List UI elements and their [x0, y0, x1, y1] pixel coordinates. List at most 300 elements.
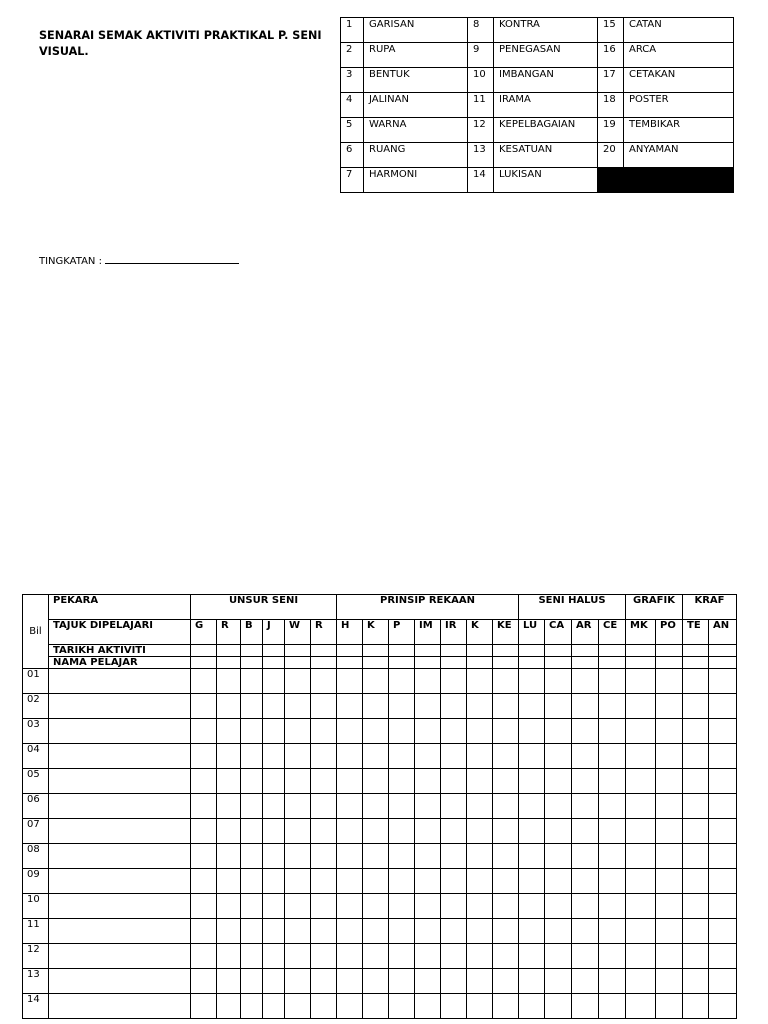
- grid-cell[interactable]: [337, 769, 363, 794]
- grid-cell[interactable]: [191, 869, 217, 894]
- grid-cell[interactable]: [683, 794, 709, 819]
- grid-cell[interactable]: [545, 844, 572, 869]
- grid-cell[interactable]: [519, 645, 545, 657]
- grid-cell[interactable]: [626, 744, 656, 769]
- grid-cell[interactable]: [241, 894, 263, 919]
- grid-cell[interactable]: [467, 969, 493, 994]
- grid-cell[interactable]: [263, 844, 285, 869]
- grid-cell[interactable]: [572, 719, 599, 744]
- grid-cell[interactable]: [217, 657, 241, 669]
- student-name-cell[interactable]: [49, 894, 191, 919]
- grid-cell[interactable]: [285, 719, 311, 744]
- grid-cell[interactable]: [493, 944, 519, 969]
- grid-cell[interactable]: [683, 719, 709, 744]
- grid-cell[interactable]: [311, 719, 337, 744]
- grid-cell[interactable]: [263, 894, 285, 919]
- grid-cell[interactable]: [441, 744, 467, 769]
- grid-cell[interactable]: [441, 645, 467, 657]
- grid-cell[interactable]: [191, 769, 217, 794]
- grid-cell[interactable]: [441, 869, 467, 894]
- grid-cell[interactable]: [656, 694, 683, 719]
- grid-cell[interactable]: [519, 969, 545, 994]
- grid-cell[interactable]: [285, 844, 311, 869]
- grid-cell[interactable]: [467, 944, 493, 969]
- grid-cell[interactable]: [519, 894, 545, 919]
- grid-cell[interactable]: [599, 894, 626, 919]
- grid-cell[interactable]: [363, 669, 389, 694]
- grid-cell[interactable]: [389, 694, 415, 719]
- grid-cell[interactable]: [467, 794, 493, 819]
- grid-cell[interactable]: [683, 994, 709, 1019]
- grid-cell[interactable]: [572, 794, 599, 819]
- grid-cell[interactable]: [626, 894, 656, 919]
- grid-cell[interactable]: [191, 944, 217, 969]
- grid-cell[interactable]: [683, 969, 709, 994]
- grid-cell[interactable]: [572, 645, 599, 657]
- grid-cell[interactable]: [441, 769, 467, 794]
- grid-cell[interactable]: [337, 869, 363, 894]
- student-name-cell[interactable]: [49, 819, 191, 844]
- grid-cell[interactable]: [441, 844, 467, 869]
- grid-cell[interactable]: [626, 669, 656, 694]
- grid-cell[interactable]: [263, 657, 285, 669]
- grid-cell[interactable]: [626, 719, 656, 744]
- grid-cell[interactable]: [363, 819, 389, 844]
- grid-cell[interactable]: [263, 719, 285, 744]
- grid-cell[interactable]: [519, 944, 545, 969]
- grid-cell[interactable]: [709, 744, 737, 769]
- grid-cell[interactable]: [191, 919, 217, 944]
- grid-cell[interactable]: [217, 719, 241, 744]
- grid-cell[interactable]: [363, 994, 389, 1019]
- grid-cell[interactable]: [599, 844, 626, 869]
- grid-cell[interactable]: [441, 669, 467, 694]
- grid-cell[interactable]: [545, 894, 572, 919]
- grid-cell[interactable]: [656, 769, 683, 794]
- grid-cell[interactable]: [217, 844, 241, 869]
- grid-cell[interactable]: [656, 657, 683, 669]
- grid-cell[interactable]: [311, 819, 337, 844]
- grid-cell[interactable]: [191, 694, 217, 719]
- grid-cell[interactable]: [683, 657, 709, 669]
- grid-cell[interactable]: [467, 694, 493, 719]
- grid-cell[interactable]: [709, 919, 737, 944]
- grid-cell[interactable]: [363, 694, 389, 719]
- grid-cell[interactable]: [493, 844, 519, 869]
- grid-cell[interactable]: [217, 819, 241, 844]
- grid-cell[interactable]: [572, 869, 599, 894]
- grid-cell[interactable]: [191, 719, 217, 744]
- grid-cell[interactable]: [285, 944, 311, 969]
- grid-cell[interactable]: [389, 869, 415, 894]
- grid-cell[interactable]: [285, 919, 311, 944]
- grid-cell[interactable]: [389, 744, 415, 769]
- grid-cell[interactable]: [441, 919, 467, 944]
- grid-cell[interactable]: [363, 844, 389, 869]
- grid-cell[interactable]: [572, 744, 599, 769]
- grid-cell[interactable]: [467, 994, 493, 1019]
- grid-cell[interactable]: [683, 844, 709, 869]
- grid-cell[interactable]: [493, 769, 519, 794]
- grid-cell[interactable]: [709, 669, 737, 694]
- grid-cell[interactable]: [389, 944, 415, 969]
- grid-cell[interactable]: [285, 994, 311, 1019]
- grid-cell[interactable]: [389, 669, 415, 694]
- grid-cell[interactable]: [337, 844, 363, 869]
- grid-cell[interactable]: [709, 819, 737, 844]
- grid-cell[interactable]: [285, 969, 311, 994]
- grid-cell[interactable]: [683, 769, 709, 794]
- grid-cell[interactable]: [493, 719, 519, 744]
- grid-cell[interactable]: [415, 894, 441, 919]
- grid-cell[interactable]: [545, 944, 572, 969]
- grid-cell[interactable]: [599, 744, 626, 769]
- grid-cell[interactable]: [263, 669, 285, 694]
- grid-cell[interactable]: [467, 719, 493, 744]
- grid-cell[interactable]: [599, 994, 626, 1019]
- grid-cell[interactable]: [441, 969, 467, 994]
- grid-cell[interactable]: [599, 719, 626, 744]
- student-name-cell[interactable]: [49, 944, 191, 969]
- grid-cell[interactable]: [389, 794, 415, 819]
- grid-cell[interactable]: [263, 994, 285, 1019]
- grid-cell[interactable]: [572, 694, 599, 719]
- grid-cell[interactable]: [241, 919, 263, 944]
- grid-cell[interactable]: [441, 894, 467, 919]
- grid-cell[interactable]: [626, 869, 656, 894]
- grid-cell[interactable]: [415, 994, 441, 1019]
- grid-cell[interactable]: [599, 657, 626, 669]
- grid-cell[interactable]: [363, 969, 389, 994]
- grid-cell[interactable]: [572, 844, 599, 869]
- grid-cell[interactable]: [599, 694, 626, 719]
- grid-cell[interactable]: [493, 819, 519, 844]
- grid-cell[interactable]: [709, 969, 737, 994]
- grid-cell[interactable]: [683, 869, 709, 894]
- grid-cell[interactable]: [363, 894, 389, 919]
- grid-cell[interactable]: [337, 969, 363, 994]
- grid-cell[interactable]: [467, 894, 493, 919]
- grid-cell[interactable]: [311, 645, 337, 657]
- grid-cell[interactable]: [363, 919, 389, 944]
- grid-cell[interactable]: [441, 944, 467, 969]
- grid-cell[interactable]: [467, 744, 493, 769]
- grid-cell[interactable]: [263, 869, 285, 894]
- grid-cell[interactable]: [656, 645, 683, 657]
- grid-cell[interactable]: [263, 819, 285, 844]
- grid-cell[interactable]: [572, 919, 599, 944]
- grid-cell[interactable]: [599, 919, 626, 944]
- grid-cell[interactable]: [572, 657, 599, 669]
- grid-cell[interactable]: [656, 944, 683, 969]
- grid-cell[interactable]: [493, 669, 519, 694]
- grid-cell[interactable]: [441, 994, 467, 1019]
- grid-cell[interactable]: [626, 819, 656, 844]
- grid-cell[interactable]: [263, 794, 285, 819]
- grid-cell[interactable]: [389, 645, 415, 657]
- grid-cell[interactable]: [415, 694, 441, 719]
- grid-cell[interactable]: [241, 844, 263, 869]
- grid-cell[interactable]: [217, 944, 241, 969]
- grid-cell[interactable]: [626, 769, 656, 794]
- grid-cell[interactable]: [519, 769, 545, 794]
- grid-cell[interactable]: [519, 819, 545, 844]
- grid-cell[interactable]: [241, 869, 263, 894]
- grid-cell[interactable]: [467, 669, 493, 694]
- grid-cell[interactable]: [415, 794, 441, 819]
- grid-cell[interactable]: [572, 894, 599, 919]
- grid-cell[interactable]: [519, 657, 545, 669]
- student-name-cell[interactable]: [49, 669, 191, 694]
- grid-cell[interactable]: [285, 669, 311, 694]
- grid-cell[interactable]: [241, 744, 263, 769]
- grid-cell[interactable]: [467, 657, 493, 669]
- grid-cell[interactable]: [467, 645, 493, 657]
- grid-cell[interactable]: [683, 669, 709, 694]
- grid-cell[interactable]: [656, 669, 683, 694]
- grid-cell[interactable]: [519, 719, 545, 744]
- grid-cell[interactable]: [493, 694, 519, 719]
- grid-cell[interactable]: [285, 869, 311, 894]
- grid-cell[interactable]: [389, 919, 415, 944]
- grid-cell[interactable]: [545, 969, 572, 994]
- grid-cell[interactable]: [191, 819, 217, 844]
- grid-cell[interactable]: [241, 645, 263, 657]
- grid-cell[interactable]: [493, 919, 519, 944]
- grid-cell[interactable]: [626, 694, 656, 719]
- grid-cell[interactable]: [626, 645, 656, 657]
- grid-cell[interactable]: [415, 919, 441, 944]
- grid-cell[interactable]: [337, 794, 363, 819]
- grid-cell[interactable]: [363, 794, 389, 819]
- grid-cell[interactable]: [656, 969, 683, 994]
- grid-cell[interactable]: [441, 819, 467, 844]
- grid-cell[interactable]: [263, 919, 285, 944]
- grid-cell[interactable]: [626, 994, 656, 1019]
- grid-cell[interactable]: [626, 969, 656, 994]
- grid-cell[interactable]: [311, 944, 337, 969]
- grid-cell[interactable]: [241, 944, 263, 969]
- grid-cell[interactable]: [241, 994, 263, 1019]
- grid-cell[interactable]: [545, 719, 572, 744]
- grid-cell[interactable]: [241, 669, 263, 694]
- grid-cell[interactable]: [545, 769, 572, 794]
- grid-cell[interactable]: [389, 994, 415, 1019]
- grid-cell[interactable]: [545, 657, 572, 669]
- student-name-cell[interactable]: [49, 844, 191, 869]
- grid-cell[interactable]: [337, 657, 363, 669]
- grid-cell[interactable]: [337, 694, 363, 719]
- grid-cell[interactable]: [415, 669, 441, 694]
- grid-cell[interactable]: [389, 769, 415, 794]
- grid-cell[interactable]: [217, 769, 241, 794]
- student-name-cell[interactable]: [49, 919, 191, 944]
- student-name-cell[interactable]: [49, 869, 191, 894]
- student-name-cell[interactable]: [49, 969, 191, 994]
- grid-cell[interactable]: [191, 645, 217, 657]
- grid-cell[interactable]: [415, 744, 441, 769]
- grid-cell[interactable]: [337, 744, 363, 769]
- grid-cell[interactable]: [263, 645, 285, 657]
- grid-cell[interactable]: [467, 919, 493, 944]
- student-name-cell[interactable]: [49, 694, 191, 719]
- grid-cell[interactable]: [217, 694, 241, 719]
- grid-cell[interactable]: [191, 794, 217, 819]
- grid-cell[interactable]: [263, 744, 285, 769]
- grid-cell[interactable]: [241, 969, 263, 994]
- grid-cell[interactable]: [519, 794, 545, 819]
- grid-cell[interactable]: [241, 819, 263, 844]
- grid-cell[interactable]: [241, 794, 263, 819]
- grid-cell[interactable]: [626, 919, 656, 944]
- grid-cell[interactable]: [285, 794, 311, 819]
- grid-cell[interactable]: [441, 794, 467, 819]
- grid-cell[interactable]: [363, 645, 389, 657]
- grid-cell[interactable]: [709, 894, 737, 919]
- grid-cell[interactable]: [191, 657, 217, 669]
- grid-cell[interactable]: [519, 919, 545, 944]
- grid-cell[interactable]: [311, 657, 337, 669]
- grid-cell[interactable]: [545, 919, 572, 944]
- grid-cell[interactable]: [389, 819, 415, 844]
- grid-cell[interactable]: [311, 794, 337, 819]
- grid-cell[interactable]: [217, 969, 241, 994]
- grid-cell[interactable]: [311, 969, 337, 994]
- grid-cell[interactable]: [337, 669, 363, 694]
- grid-cell[interactable]: [389, 657, 415, 669]
- grid-cell[interactable]: [545, 645, 572, 657]
- tingkatan-blank-line[interactable]: [105, 254, 239, 264]
- grid-cell[interactable]: [656, 744, 683, 769]
- grid-cell[interactable]: [441, 694, 467, 719]
- grid-cell[interactable]: [415, 869, 441, 894]
- grid-cell[interactable]: [217, 669, 241, 694]
- grid-cell[interactable]: [493, 794, 519, 819]
- grid-cell[interactable]: [311, 994, 337, 1019]
- grid-cell[interactable]: [545, 744, 572, 769]
- grid-cell[interactable]: [599, 645, 626, 657]
- grid-cell[interactable]: [285, 744, 311, 769]
- grid-cell[interactable]: [363, 869, 389, 894]
- grid-cell[interactable]: [467, 869, 493, 894]
- grid-cell[interactable]: [709, 994, 737, 1019]
- grid-cell[interactable]: [241, 657, 263, 669]
- grid-cell[interactable]: [337, 994, 363, 1019]
- grid-cell[interactable]: [363, 944, 389, 969]
- grid-cell[interactable]: [626, 844, 656, 869]
- grid-cell[interactable]: [363, 657, 389, 669]
- grid-cell[interactable]: [191, 844, 217, 869]
- grid-cell[interactable]: [337, 719, 363, 744]
- grid-cell[interactable]: [656, 819, 683, 844]
- grid-cell[interactable]: [363, 744, 389, 769]
- grid-cell[interactable]: [572, 969, 599, 994]
- grid-cell[interactable]: [656, 794, 683, 819]
- grid-cell[interactable]: [545, 819, 572, 844]
- grid-cell[interactable]: [389, 844, 415, 869]
- grid-cell[interactable]: [709, 645, 737, 657]
- grid-cell[interactable]: [263, 694, 285, 719]
- grid-cell[interactable]: [519, 744, 545, 769]
- grid-cell[interactable]: [241, 769, 263, 794]
- grid-cell[interactable]: [656, 869, 683, 894]
- grid-cell[interactable]: [493, 744, 519, 769]
- grid-cell[interactable]: [217, 919, 241, 944]
- grid-cell[interactable]: [656, 719, 683, 744]
- grid-cell[interactable]: [545, 669, 572, 694]
- grid-cell[interactable]: [415, 944, 441, 969]
- grid-cell[interactable]: [599, 944, 626, 969]
- grid-cell[interactable]: [217, 744, 241, 769]
- grid-cell[interactable]: [217, 794, 241, 819]
- grid-cell[interactable]: [263, 944, 285, 969]
- grid-cell[interactable]: [441, 657, 467, 669]
- grid-cell[interactable]: [311, 919, 337, 944]
- grid-cell[interactable]: [626, 794, 656, 819]
- grid-cell[interactable]: [493, 894, 519, 919]
- grid-cell[interactable]: [389, 969, 415, 994]
- grid-cell[interactable]: [599, 769, 626, 794]
- grid-cell[interactable]: [493, 969, 519, 994]
- grid-cell[interactable]: [493, 994, 519, 1019]
- grid-cell[interactable]: [337, 919, 363, 944]
- grid-cell[interactable]: [285, 769, 311, 794]
- student-name-cell[interactable]: [49, 744, 191, 769]
- grid-cell[interactable]: [441, 719, 467, 744]
- grid-cell[interactable]: [241, 694, 263, 719]
- grid-cell[interactable]: [683, 694, 709, 719]
- grid-cell[interactable]: [415, 645, 441, 657]
- grid-cell[interactable]: [191, 744, 217, 769]
- grid-cell[interactable]: [493, 657, 519, 669]
- grid-cell[interactable]: [241, 719, 263, 744]
- grid-cell[interactable]: [311, 844, 337, 869]
- grid-cell[interactable]: [337, 819, 363, 844]
- grid-cell[interactable]: [599, 869, 626, 894]
- grid-cell[interactable]: [285, 819, 311, 844]
- grid-cell[interactable]: [285, 657, 311, 669]
- grid-cell[interactable]: [217, 994, 241, 1019]
- grid-cell[interactable]: [519, 869, 545, 894]
- grid-cell[interactable]: [493, 869, 519, 894]
- grid-cell[interactable]: [285, 694, 311, 719]
- grid-cell[interactable]: [599, 969, 626, 994]
- grid-cell[interactable]: [311, 694, 337, 719]
- student-name-cell[interactable]: [49, 719, 191, 744]
- grid-cell[interactable]: [572, 819, 599, 844]
- grid-cell[interactable]: [389, 894, 415, 919]
- grid-cell[interactable]: [337, 645, 363, 657]
- grid-cell[interactable]: [493, 645, 519, 657]
- grid-cell[interactable]: [311, 869, 337, 894]
- grid-cell[interactable]: [415, 819, 441, 844]
- grid-cell[interactable]: [572, 994, 599, 1019]
- student-name-cell[interactable]: [49, 994, 191, 1019]
- grid-cell[interactable]: [519, 694, 545, 719]
- grid-cell[interactable]: [572, 669, 599, 694]
- grid-cell[interactable]: [626, 657, 656, 669]
- grid-cell[interactable]: [709, 794, 737, 819]
- grid-cell[interactable]: [545, 994, 572, 1019]
- grid-cell[interactable]: [217, 645, 241, 657]
- grid-cell[interactable]: [191, 994, 217, 1019]
- grid-cell[interactable]: [683, 944, 709, 969]
- grid-cell[interactable]: [683, 894, 709, 919]
- student-name-cell[interactable]: [49, 769, 191, 794]
- grid-cell[interactable]: [709, 694, 737, 719]
- grid-cell[interactable]: [519, 844, 545, 869]
- grid-cell[interactable]: [311, 669, 337, 694]
